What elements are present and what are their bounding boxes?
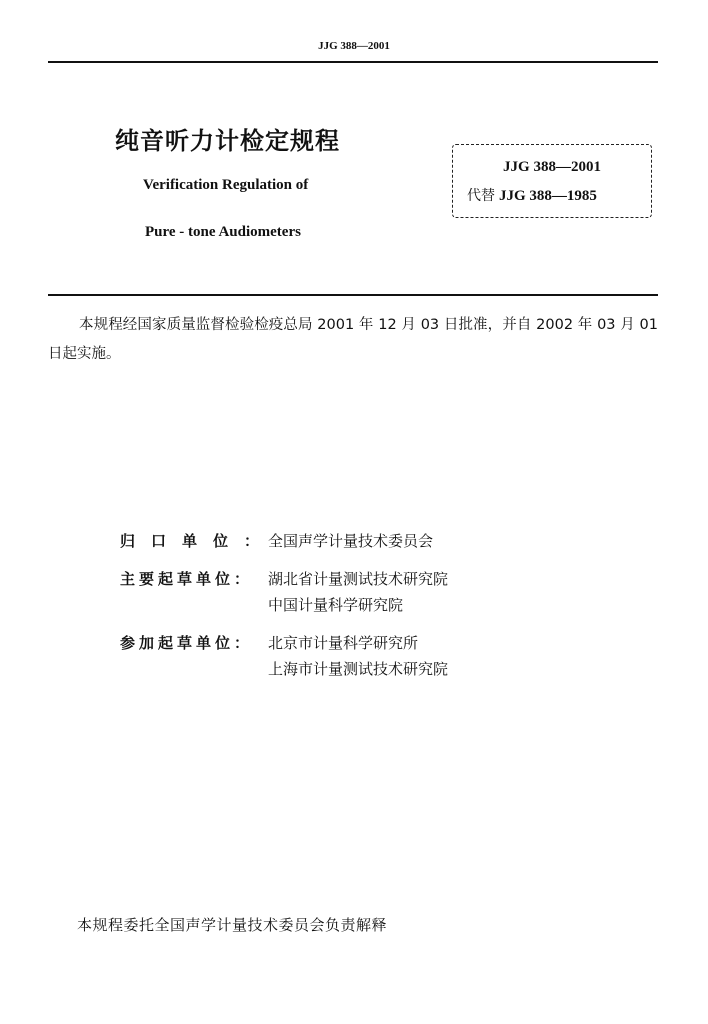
standard-code: JJG 388—2001 bbox=[503, 159, 601, 175]
replaces-code: JJG 388—1985 bbox=[499, 188, 597, 204]
title-rule bbox=[48, 294, 658, 296]
unit-names bbox=[268, 630, 448, 682]
approval-paragraph: 本规程经国家质量监督检验检疫总局 2001 年 12 月 03 日批准，并自 2002 年 03 月 01 日起实施。 bbox=[48, 317, 658, 362]
unit-names bbox=[268, 528, 433, 554]
interpretation-note: 本规程委托全国声学计量技术委员会负责解释 bbox=[77, 916, 388, 934]
unit-name: 北京市计量科学研究所 bbox=[268, 634, 419, 652]
standard-code-box bbox=[452, 144, 652, 218]
title-chinese: 纯音听力计检定规程 bbox=[115, 127, 340, 155]
replaces-prefix: 代替 bbox=[467, 188, 495, 204]
unit-name: 中国计量科学研究院 bbox=[268, 596, 404, 614]
unit-label: 主要起草单位： bbox=[120, 570, 254, 588]
unit-label: 参加起草单位： bbox=[120, 634, 254, 652]
replaces-line bbox=[467, 185, 597, 205]
unit-row-participating-drafting bbox=[120, 630, 448, 682]
title-english-line1: Verification Regulation of bbox=[143, 177, 309, 193]
running-header: JJG 388—2001 bbox=[318, 40, 390, 52]
unit-row-responsible bbox=[120, 528, 448, 554]
unit-row-main-drafting bbox=[120, 566, 448, 618]
unit-name: 上海市计量测试技术研究院 bbox=[268, 660, 449, 678]
header-rule bbox=[48, 61, 658, 63]
unit-name: 湖北省计量测试技术研究院 bbox=[268, 570, 449, 588]
unit-names bbox=[268, 566, 448, 618]
responsible-units bbox=[120, 528, 448, 694]
unit-name: 全国声学计量技术委员会 bbox=[268, 532, 434, 550]
unit-label: 归口单位： bbox=[120, 532, 276, 550]
title-english-line2: Pure - tone Audiometers bbox=[145, 224, 301, 240]
